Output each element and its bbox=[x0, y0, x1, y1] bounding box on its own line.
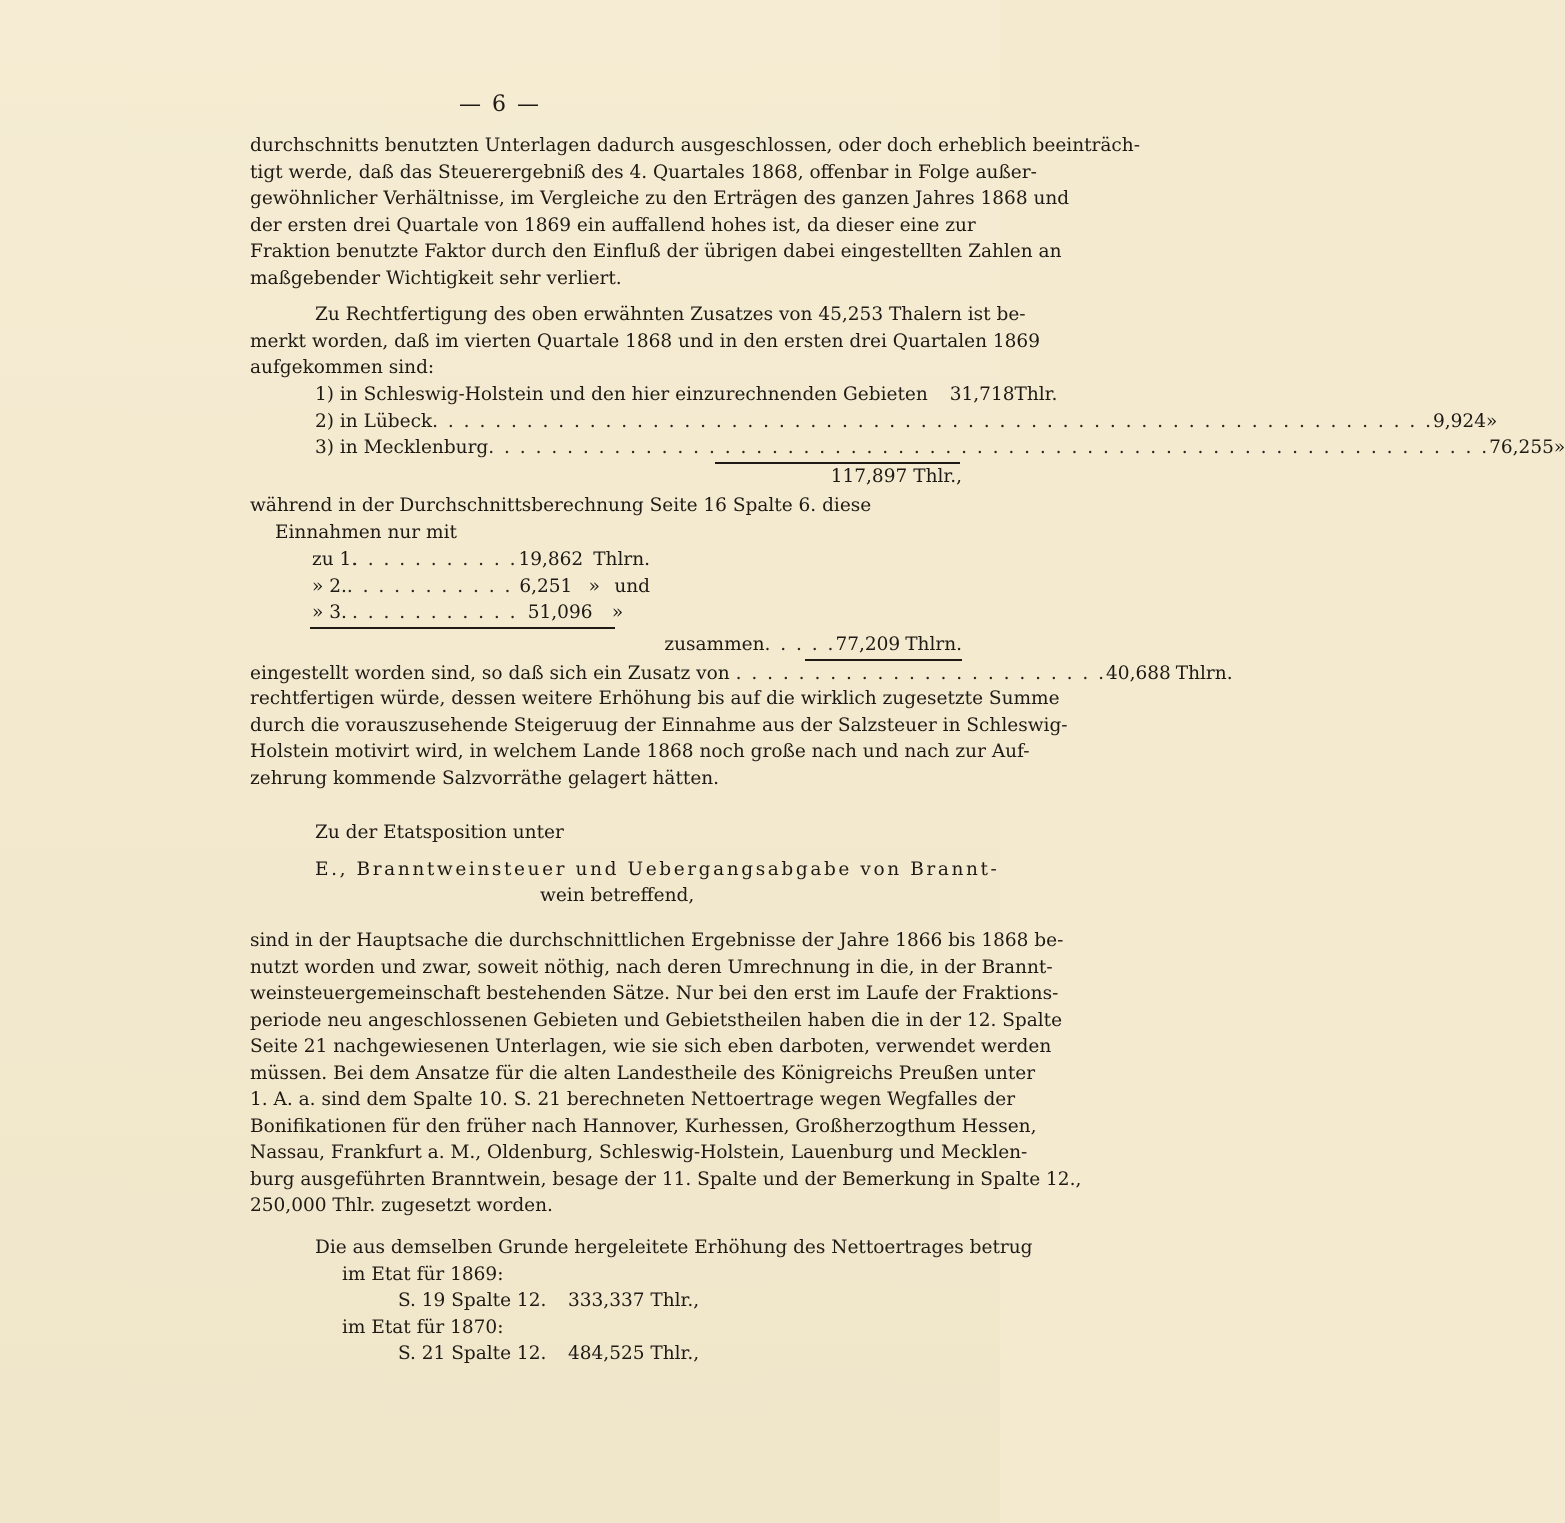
heading-line: E., Branntweinsteuer und Uebergangsabgabe von Brannt- bbox=[315, 858, 1000, 880]
total-unit: Thlr., bbox=[913, 465, 962, 487]
list-item-amount: 76,255 bbox=[1489, 437, 1554, 458]
text-line: Bonifikationen für den früher nach Hannover, Kurhessen, Großherzogthum Hessen, bbox=[250, 1115, 1037, 1137]
list-item-unit: » bbox=[1553, 437, 1565, 458]
list-item-amount: 19,862 bbox=[518, 549, 584, 570]
paragraph-5 bbox=[250, 928, 1082, 1220]
text-line: sind in der Hauptsache die durchschnittlichen Ergebnisse der Jahre 1866 bis 1868 be- bbox=[250, 930, 1064, 951]
list-item-label: zu 1. bbox=[312, 549, 358, 570]
list-item-amount: 9,924 bbox=[1433, 410, 1486, 432]
text-line: burg ausgeführten Branntwein, besage der 11. Spalte und der Bemerkung in Spalte 12., bbox=[250, 1168, 1082, 1190]
text-line: durch die vorauszusehende Steigeruug der Einnahme aus der Salzsteuer in Schleswig- bbox=[250, 714, 1068, 736]
addition-unit: Thlrn. bbox=[1175, 662, 1233, 684]
section-heading bbox=[250, 820, 1000, 910]
heading-line: wein betreffend, bbox=[540, 885, 695, 906]
text-line: Nassau, Frankfurt a. M., Oldenburg, Schleswig-Holstein, Lauenburg und Mecklen- bbox=[250, 1142, 1028, 1163]
text-line: Seite 21 nachgewiesenen Unterlagen, wie sie sich eben darboten, verwendet werden bbox=[250, 1036, 1052, 1057]
text-line: gewöhnlicher Verhältnisse, im Vergleiche zu den Erträgen des ganzen Jahres 1868 und bbox=[250, 188, 1070, 209]
list-item-label: » 2. bbox=[312, 575, 347, 597]
page-number: — 6 — bbox=[459, 92, 541, 117]
paragraph-1 bbox=[250, 133, 1140, 292]
text-line: rechtfertigen würde, dessen weitere Erhöhung bis auf die wirklich zugesetzte Summe bbox=[250, 688, 1060, 709]
list-item-unit: » bbox=[611, 602, 624, 623]
text-line: 250,000 Thlr. zugesetzt worden. bbox=[250, 1195, 553, 1216]
text-line: während in der Durchschnittsberechnung Seite 16 Spalte 6. diese bbox=[250, 495, 872, 516]
text-line: Fraktion benutzte Faktor durch den Einfluß der übrigen dabei eingestellten Zahlen an bbox=[250, 241, 1062, 262]
text-line: müssen. Bei dem Ansatze für die alten Landestheile des Königreichs Preußen unter bbox=[250, 1062, 1036, 1084]
list-total bbox=[250, 464, 962, 491]
list-item bbox=[250, 409, 1498, 436]
total-unit: Thlrn. bbox=[905, 634, 962, 655]
list2-total bbox=[250, 632, 962, 659]
leader-dots: . . . . . . . . . . . bbox=[346, 575, 513, 597]
list-item-label: » 3. bbox=[312, 602, 347, 623]
list-item bbox=[250, 435, 1565, 462]
totals-block bbox=[250, 632, 1233, 687]
list-item-label: 3) in Mecklenburg bbox=[315, 437, 489, 458]
etat-1869-amount: 333,337 Thlr., bbox=[568, 1290, 700, 1311]
list-item-label: 1) in Schleswig-Holstein und den hier einzurechnenden Gebieten bbox=[315, 384, 928, 405]
total-label: zusammen bbox=[664, 634, 765, 655]
list-item-unit: » bbox=[588, 575, 600, 597]
etat-1870-row bbox=[250, 1341, 962, 1368]
list-item bbox=[250, 547, 650, 574]
leader-dots: . . . . . . . . . . . bbox=[352, 602, 518, 623]
text-line: nutzt worden und zwar, soweit nöthig, nach deren Umrechnung in die, in der Brannt- bbox=[250, 956, 1053, 978]
text-line: weinsteuergemeinschaft bestehenden Sätze. Nur bei den erst im Laufe der Fraktions- bbox=[250, 983, 1059, 1004]
text-line: tigt werde, daß das Steuerergebniß des 4. Quartales 1868, offenbar in Folge außer- bbox=[250, 161, 1037, 183]
text-line: maßgebender Wichtigkeit sehr verliert. bbox=[250, 267, 622, 289]
list-item bbox=[250, 382, 1058, 409]
text-line: durchschnitts benutzten Unterlagen dadurch ausgeschlossen, oder doch erheblich beeinträch- bbox=[250, 135, 1140, 156]
list-item-unit: Thlr. bbox=[1014, 384, 1058, 405]
list-item-extra: und bbox=[614, 575, 650, 597]
text-line: aufgekommen sind: bbox=[250, 357, 435, 378]
paragraph-2 bbox=[250, 302, 1040, 382]
text-line: 1. A. a. sind dem Spalte 10. S. 21 berechneten Nettoertrage wegen Wegfalles der bbox=[250, 1089, 1016, 1110]
leader-dots: . . . . . . . . . . . . . . . . . . . . . . . . bbox=[735, 662, 1107, 684]
list-item-unit: Thlrn. bbox=[593, 549, 650, 570]
paragraph-3 bbox=[250, 493, 872, 546]
addition-label: eingestellt worden sind, so daß sich ein Zusatz von bbox=[250, 662, 730, 684]
paragraph-4 bbox=[250, 686, 1068, 792]
leader-dots: . . . . . . . . . . . . . . . . . . . . . . . . . . . . . . . . . . . . . . . . . . . . . . . . . . . . . . . . . . . . . . . . bbox=[488, 437, 1490, 458]
list-item-unit: » bbox=[1485, 410, 1498, 432]
list-item-amount: 6,251 bbox=[519, 575, 573, 597]
addition-amount: 40,688 bbox=[1106, 662, 1171, 684]
text-line: Zu Rechtfertigung des oben erwähnten Zusatzes von 45,253 Thalern ist be- bbox=[315, 304, 1026, 325]
etat-1870-label: im Etat für 1870: bbox=[342, 1316, 504, 1338]
text-line: Einnahmen nur mit bbox=[275, 521, 457, 543]
etat-1870-amount: 484,525 Thlr., bbox=[568, 1343, 700, 1364]
total-amount: 77,209 bbox=[835, 634, 901, 655]
list-item-amount: 31,718 bbox=[949, 384, 1015, 405]
text-line: Holstein motivirt wird, in welchem Lande 1868 noch große nach und nach zur Auf- bbox=[250, 741, 1030, 762]
text-line: Die aus demselben Grunde hergeleitete Erhöhung des Nettoertrages betrug bbox=[315, 1237, 1033, 1258]
heading-line: Zu der Etatsposition unter bbox=[315, 822, 564, 843]
text-line: merkt worden, daß im vierten Quartale 1868 und in den ersten drei Quartalen 1869 bbox=[250, 330, 1040, 352]
leader-dots: . . . . . bbox=[764, 634, 836, 655]
etat-1869-row bbox=[250, 1288, 962, 1315]
list-item bbox=[250, 574, 650, 601]
sum-rule bbox=[310, 627, 615, 629]
text-line: periode neu angeschlossenen Gebieten und Gebietstheilen haben die in der 12. Spalte bbox=[250, 1009, 1063, 1031]
list-item-amount: 51,096 bbox=[527, 602, 593, 623]
leader-dots: . . . . . . . . . . . . . . . . . . . . . . . . . . . . . . . . . . . . . . . . . . . . . . . . . . . . . . . . . . . . . . . . bbox=[432, 410, 1433, 432]
etat-1869-ref: S. 19 Spalte 12. bbox=[398, 1290, 547, 1311]
leader-dots: . . . . . . . . . . . bbox=[352, 549, 518, 570]
text-line: zehrung kommende Salzvorräthe gelagert hätten. bbox=[250, 767, 720, 789]
etat-1870-ref: S. 21 Spalte 12. bbox=[398, 1343, 547, 1364]
addition-line bbox=[250, 661, 1233, 688]
paragraph-6 bbox=[250, 1235, 1033, 1368]
list-item bbox=[250, 600, 650, 627]
revenue-list bbox=[250, 382, 1565, 490]
durchschnitt-list bbox=[250, 547, 650, 629]
list-item-label: 2) in Lübeck bbox=[315, 410, 433, 432]
etat-1869-label: im Etat für 1869: bbox=[342, 1263, 504, 1285]
text-line: der ersten drei Quartale von 1869 ein auffallend hohes ist, da dieser eine zur bbox=[250, 214, 976, 236]
total-amount: 117,897 bbox=[830, 465, 908, 487]
